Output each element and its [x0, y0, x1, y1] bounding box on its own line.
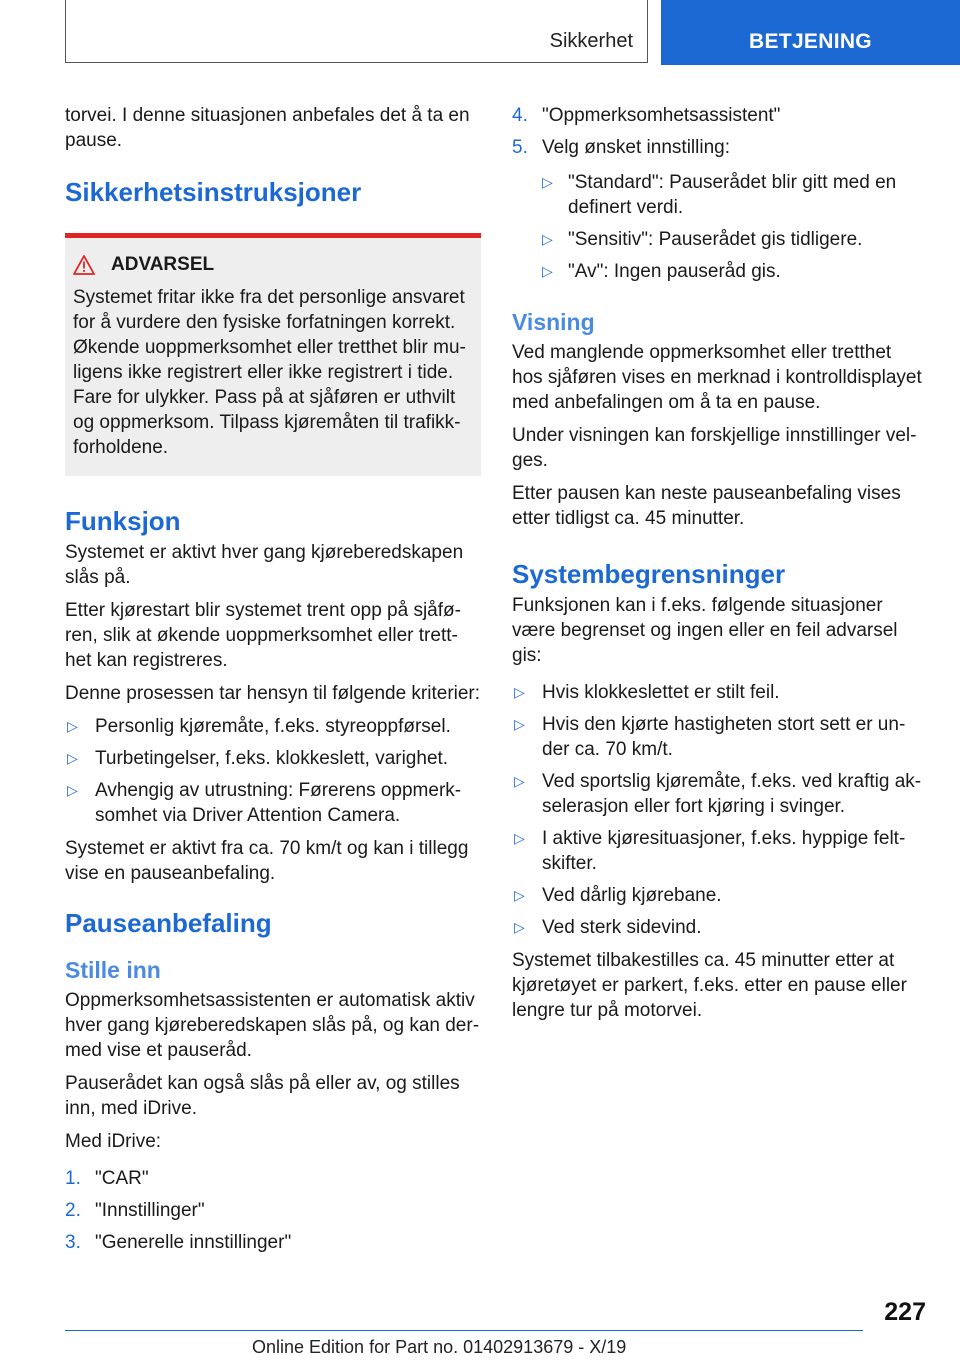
footer-edition: Online Edition for Part no. 01402913679 - X/19: [252, 1337, 627, 1357]
list-item: ▷ Ved sportslig kjøremåte, f.eks. ved kraftig ak-selerasjon eller fort kjøring i svinger.: [514, 771, 922, 817]
list-item: ▷ "Standard": Pauserådet blir gitt med en definert verdi.: [542, 172, 897, 218]
left-column: [65, 103, 481, 1263]
paragraph: Pauserådet kan også slås på eller av, og stilles inn, med iDrive.: [65, 1073, 460, 1119]
list-item: ▷ I aktive kjøresituasjoner, f.eks. hyppige felt-skifter.: [514, 828, 906, 874]
triangle-right-icon: ▷: [542, 231, 553, 247]
triangle-right-icon: ▷: [514, 919, 525, 935]
triangle-right-icon: ▷: [514, 716, 525, 732]
list-item: ▷ "Sensitiv": Pauserådet gis tidligere.: [542, 229, 863, 250]
intro-paragraph: torvei. I denne situasjonen anbefales det å ta en pause.: [65, 105, 470, 151]
list-item: ▷ "Av": Ingen pauseråd gis.: [542, 261, 781, 282]
triangle-right-icon: ▷: [514, 887, 525, 903]
triangle-right-icon: ▷: [514, 830, 525, 846]
list-item: ▷ Avhengig av utrustning: Førerens oppmerk-somhet via Driver Attention Camera.: [67, 780, 462, 826]
paragraph: Ved manglende oppmerksomhet eller tretthet hos sjåføren vises en merknad i kontrolldisplayet med anbefalingen om å ta en pause.: [512, 342, 922, 413]
list-item: 3. "Generelle innstillinger": [65, 1232, 292, 1253]
paragraph: Systemet er aktivt fra ca. 70 km/t og kan i tillegg vise en pauseanbefaling.: [65, 838, 469, 884]
paragraph: Under visningen kan forskjellige innstillinger vel-ges.: [512, 425, 917, 471]
list-item: 2. "Innstillinger": [65, 1200, 205, 1221]
paragraph: Etter pausen kan neste pauseanbefaling vises etter tidligst ca. 45 minutter.: [512, 483, 901, 529]
warning-triangle-icon: [73, 255, 95, 275]
paragraph: Systemet tilbakestilles ca. 45 minutter etter at kjøretøyet er parkert, f.eks. etter en pause eller lengre tur på motorvei.: [512, 950, 907, 1021]
triangle-right-icon: ▷: [67, 718, 78, 734]
list-item: 4. "Oppmerksomhetsassistent": [512, 105, 781, 126]
heading-display: Visning: [512, 309, 595, 335]
list-item: ▷ Hvis den kjørte hastigheten stort sett er un-der ca. 70 km/t.: [514, 714, 906, 760]
list-item: ▷ Ved dårlig kjørebane.: [514, 885, 722, 906]
heading-pause: Pauseanbefaling: [65, 908, 272, 938]
paragraph: Funksjonen kan i f.eks. følgende situasjoner være begrenset og ingen eller en feil advarsel gis:: [512, 595, 898, 666]
paragraph: Med iDrive:: [65, 1131, 162, 1152]
limits-list: [512, 680, 922, 940]
page-number: 227: [884, 1298, 926, 1326]
paragraph: Oppmerksomhetsassistenten er automatisk aktiv hver gang kjøreberedskapen slås på, og kan der-med vise et pauseråd.: [65, 990, 480, 1061]
page-header: [65, 0, 960, 65]
right-column: [512, 103, 922, 1031]
criteria-list: [65, 714, 481, 828]
heading-setup: Stille inn: [65, 957, 161, 983]
list-item: ▷ Hvis klokkeslettet er stilt feil.: [514, 682, 780, 703]
paragraph: Etter kjørestart blir systemet trent opp på sjåfø-ren, slik at økende uoppmerksomhet eller trett-het kan registreres.: [65, 600, 461, 671]
chapter-tab: BETJENING: [661, 0, 960, 65]
triangle-right-icon: ▷: [514, 684, 525, 700]
steps-list: [65, 1166, 481, 1255]
warning-title: ADVARSEL: [111, 254, 215, 275]
list-item: ▷ Personlig kjøremåte, f.eks. styreoppførsel.: [67, 716, 451, 737]
triangle-right-icon: ▷: [542, 174, 553, 190]
section-title: Sikkerhet: [65, 0, 648, 63]
triangle-right-icon: ▷: [542, 263, 553, 279]
triangle-right-icon: ▷: [67, 782, 78, 798]
list-item: ▷ Turbetingelser, f.eks. klokkeslett, varighet.: [67, 748, 449, 769]
warning-box: [65, 233, 481, 476]
warning-title-row: [73, 252, 473, 277]
list-item: 1. "CAR": [65, 1168, 149, 1189]
list-item: 5. Velg ønsket innstilling: ▷ "Standard": Pauserådet blir gitt med en definert verdi. ▷ "Sensitiv": Pauserådet gis tidligere. ▷ "Av": Ingen pauseråd gis.: [512, 135, 922, 284]
heading-limits: Systembegrensninger: [512, 559, 786, 589]
triangle-right-icon: ▷: [514, 773, 525, 789]
paragraph: Systemet er aktivt hver gang kjøreberedskapen slås på.: [65, 542, 464, 588]
triangle-right-icon: ▷: [67, 750, 78, 766]
list-item: ▷ Ved sterk sidevind.: [514, 917, 702, 938]
paragraph: Denne prosessen tar hensyn til følgende kriterier:: [65, 683, 481, 704]
steps-list: [512, 103, 922, 284]
footer-divider: [65, 1330, 863, 1331]
heading-safety: Sikkerhetsinstruksjoner: [65, 177, 362, 207]
warning-text: Systemet fritar ikke fra det personlige ansvaret for å vurdere den fysiske forfatningen korrekt. Økende uoppmerksomhet eller tretthet blir mu-ligens ikke registrert eller ikke registrert i tide. Fare for ulykker. Pass på at sjåføren er uthvilt og oppmerksom. Tilpass kjøremåten til trafikk-forholdene.: [73, 287, 466, 458]
options-list: [542, 170, 922, 284]
heading-function: Funksjon: [65, 506, 181, 536]
